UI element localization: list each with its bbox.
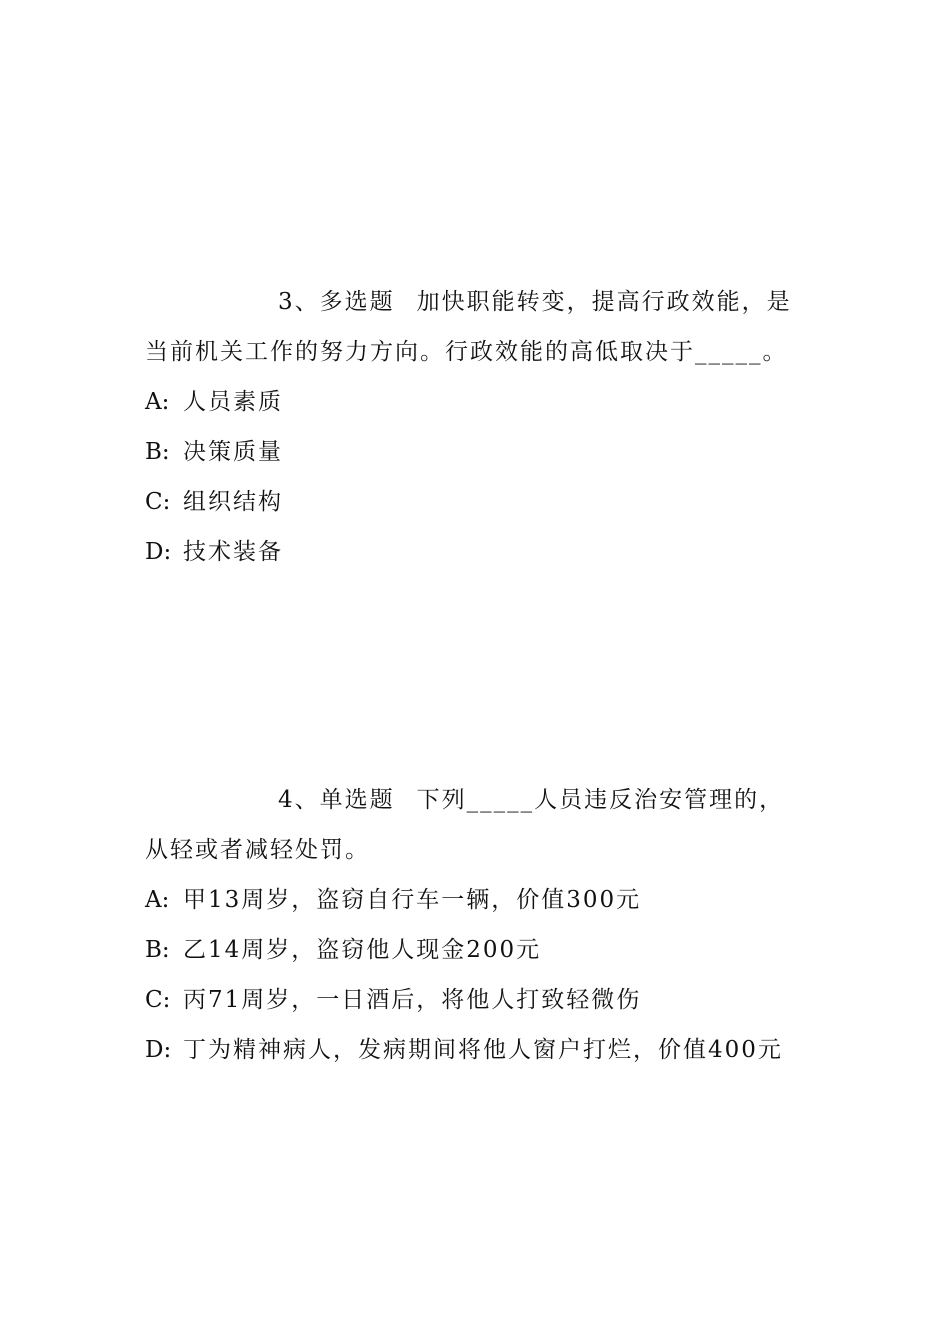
option-text: 丁为精神病人，发病期间将他人窗户打烂，价值400元	[183, 1037, 783, 1063]
question-type: 单选题	[319, 787, 395, 813]
option-d	[145, 532, 815, 582]
option-letter: B:	[145, 937, 170, 963]
question-header	[145, 282, 815, 332]
option-letter: B:	[145, 439, 170, 465]
option-letter: C:	[145, 489, 171, 515]
option-letter: D:	[145, 1037, 172, 1063]
option-text: 甲13周岁，盗窃自行车一辆，价值300元	[183, 887, 642, 913]
option-letter: D:	[145, 539, 172, 565]
question-header	[145, 780, 815, 830]
question-4	[145, 780, 815, 1080]
question-stem-line-1: 下列_____人员违反治安管理的，	[416, 787, 785, 813]
option-letter: A:	[145, 887, 170, 913]
option-text: 技术装备	[183, 539, 283, 565]
option-a	[145, 880, 815, 930]
question-number: 4、	[278, 787, 320, 813]
question-type: 多选题	[319, 289, 395, 315]
option-b	[145, 432, 815, 482]
question-stem-line-2: 从轻或者减轻处罚。	[145, 837, 370, 863]
option-text: 丙71周岁，一日酒后，将他人打致轻微伤	[183, 987, 642, 1013]
option-letter: A:	[145, 389, 170, 415]
question-3	[145, 282, 815, 582]
option-b	[145, 930, 815, 980]
question-stem-line-1: 加快职能转变，提高行政效能，是	[416, 289, 792, 315]
option-a	[145, 382, 815, 432]
option-text: 乙14周岁，盗窃他人现金200元	[183, 937, 542, 963]
option-c	[145, 482, 815, 532]
option-d	[145, 1030, 815, 1080]
option-c	[145, 980, 815, 1030]
option-text: 组织结构	[183, 489, 283, 515]
question-number: 3、	[278, 289, 320, 315]
option-text: 决策质量	[183, 439, 283, 465]
option-letter: C:	[145, 987, 171, 1013]
question-stem-line-2: 当前机关工作的努力方向。行政效能的高低取决于_____。	[145, 339, 788, 365]
option-text: 人员素质	[183, 389, 283, 415]
